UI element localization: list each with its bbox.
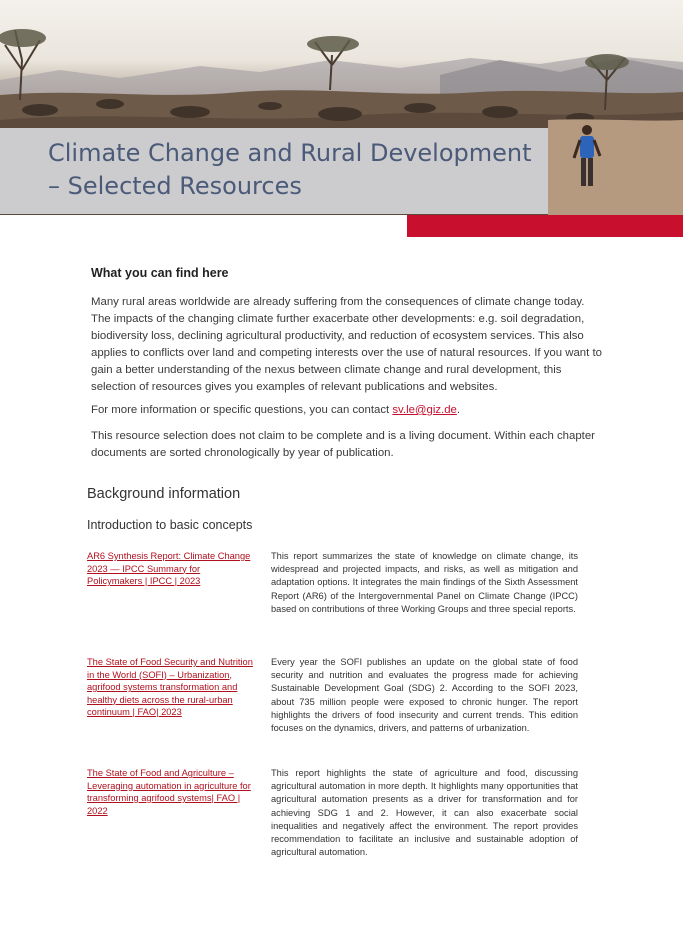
resource-link-ar6[interactable]: AR6 Synthesis Report: Climate Change 2023 — IPCC Summary for Policymakers | IPCC | 2023 [87, 551, 251, 586]
resource-link-sofi[interactable]: The State of Food Security and Nutrition in the World (SOFI) – Urbanization, agrifood systems transformation and healthy diets across the rural-urban continuum | FAO| 2023 [87, 657, 253, 717]
contact-prefix: For more information or specific questions, you can contact [91, 404, 393, 416]
contact-email-link[interactable]: sv.le@giz.de [392, 404, 457, 416]
resource-link-sofa[interactable]: The State of Food and Agriculture – Leveraging automation in agriculture for transforming agrifood systems| FAO | 2022 [87, 768, 251, 816]
subsection-heading-intro-concepts: Introduction to basic concepts [87, 518, 253, 532]
accent-red-bar [407, 215, 683, 237]
page-title-line-2: – Selected Resources [48, 172, 302, 200]
contact-suffix: . [456, 404, 461, 416]
page-title-line-1: Climate Change and Rural Development [48, 139, 532, 167]
resource-description-sofa: This report highlights the state of agriculture and food, discussing agricultural automation in more depth. It highlights many opportunities that agricultural automation presents as a driver for transformation and for achieving SDG 1 and 2. However, it can also exacerbate social inequalities and negatively affect the environment. The report provides recommendation to facilitate an inclusive and sustainable adoption of agricultural automation. [271, 768, 578, 858]
resource-description-sofi: Every year the SOFI publishes an update on the global state of food security and nutrition and evaluates the progress made for achieving Sustainable Development Goal (SDG) 2. According to the SOFI 2023, about 735 million people were exposed to chronic hunger. The report highlights the drivers of food insecurity and current trends. This edition focuses on the dynamics, drivers, and patterns of urbanization. [271, 657, 578, 734]
page-title [48, 137, 538, 203]
intro-paragraph: Many rural areas worldwide are already suffering from the consequences of climate change today. The impacts of the changing climate further exacerbate other developments: e.g. soil degradation, biodiversity loss, declining agricultural productivity, and reduction of ecosystem services. This also applies to conflicts over land and competing interests over the use of natural resources. If you want to gain a better understanding of the nexus between climate change and rural development, this selection of resources gives you examples of relevant publications and websites. [91, 296, 602, 393]
section-heading-what-you-can-find: What you can find here [91, 266, 229, 280]
disclaimer-paragraph: This resource selection does not claim to be complete and is a living document. Within each chapter documents are sorted chronologically by year of publication. [91, 430, 595, 459]
contact-paragraph [91, 402, 606, 419]
resource-description-ar6: This report summarizes the state of knowledge on climate change, its widespread and projected impacts, and risks, as well as mitigation and adaptation options. It integrates the main findings of the Sixth Assessment Report (AR6) of the Intergovernmental Panel on Climate Change (IPCC) based on contributions of three Working Groups and three special reports. [271, 551, 578, 614]
section-heading-background: Background information [87, 486, 241, 502]
